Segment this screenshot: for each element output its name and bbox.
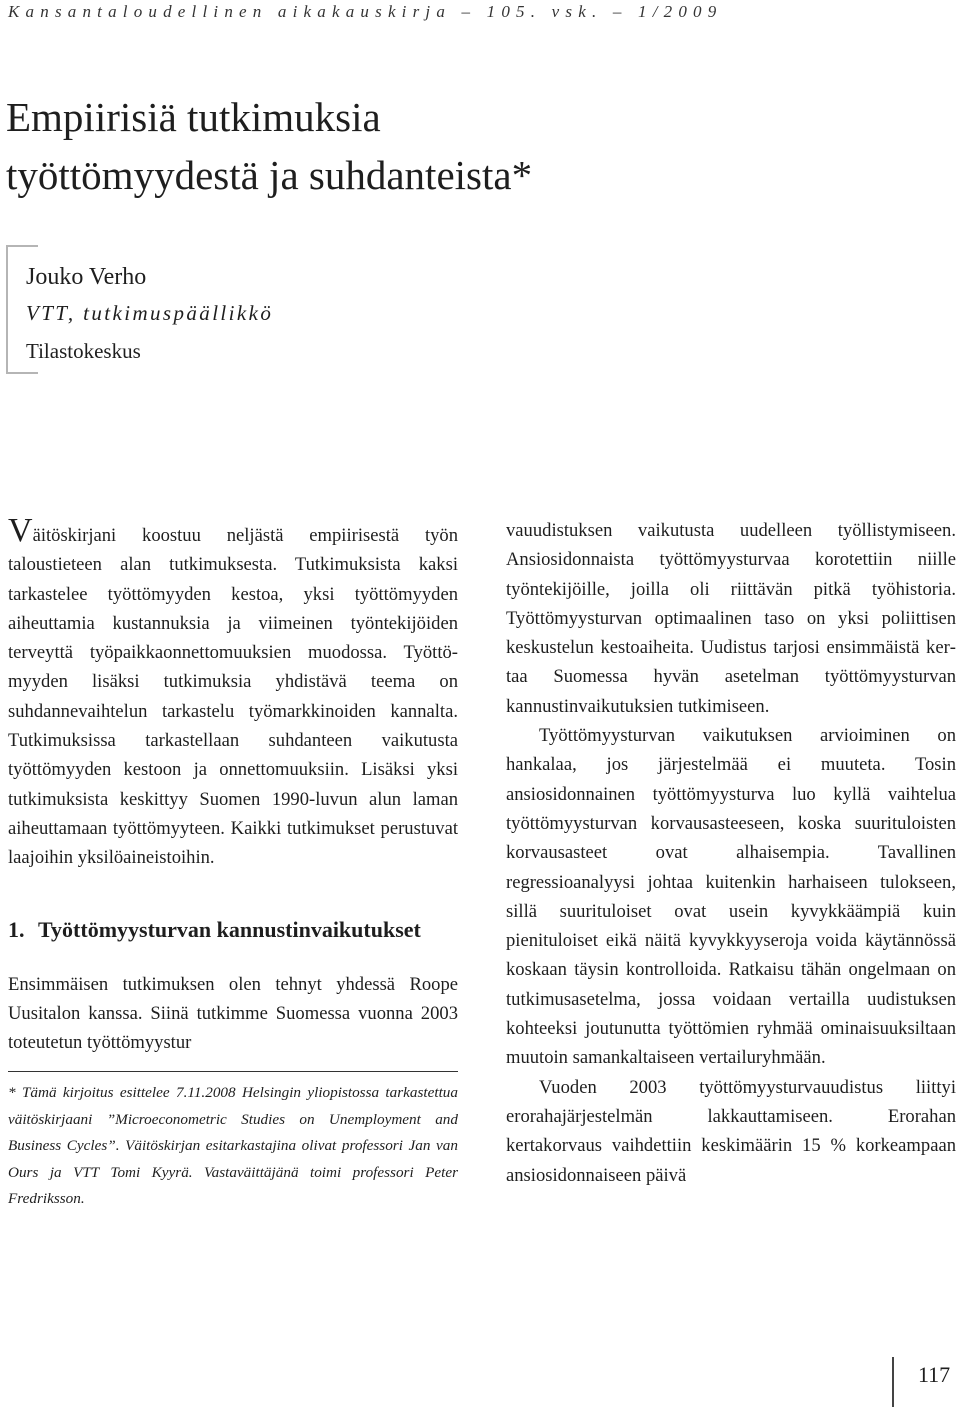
body-paragraph-2: Työttömyysturvan vaikutuksen arvioiminen on hankalaa, jos järjestelmää ei muuteta. Tosin ansiosidonnainen työttömyysturva luo kyllä vaihtelua työttömyysturvan korvausasteeseen, koska suurituloisten korvausasteet ovat alhaisempia. Tavallinen regressioanalyysi johtaa kuitenkin harhaiseen tulokseen, sillä suurituloiset ovat usein kyvykkäämpiä kuin pienituloiset eikä näitä kyvykkyyseroja voida käytännössä koskaan täysin kontrolloida. Ratkaisu tähän ongelmaan on tutkimusasetelma, jossa voidaan vertailla uudistuksen kohteeksi joutunutta työttömien ryhmää ominaisuuksiltaan muutoin samankaltaiseen vertailuryhmään.: [506, 725, 956, 1069]
author-role: VTT, tutkimuspäällikkö: [26, 301, 274, 325]
author-organization: Tilastokeskus: [26, 339, 141, 363]
author-name: Jouko Verho: [26, 264, 147, 290]
footnote: * Tämä kirjoitus esittelee 7.11.2008 Helsingin yliopistossa tarkastettua väitöskirjaani ”Microeconometric Studies on Unemployment and Business Cycles”. Väitöskirjan esitarkastajina olivat professori Jan van Ours ja VTT Tomi Kyyrä. Vastaväittäjänä toimi professori Peter Fredriksson.: [8, 1084, 458, 1208]
footnote-divider: [8, 1071, 458, 1072]
author-block: [26, 260, 273, 370]
section-heading: [8, 915, 458, 944]
abstract-paragraph: Väitöskirjani koostuu neljästä empiirisestä työn taloustieteen alan tutkimuksesta. Tutkimuksista kaksi tarkastelee työttömyyden kestoa, yksi työttömyyden aiheuttamia kustannuksia ja viimeinen työntekijöiden terveyttä työpaikkaonnettomuuksien muodossa. Työttömyyden lisäksi tutkimuksia yhdistävä teema on suhdannevaihtelun tarkastelu työmarkkinoiden kannalta. Tutkimuksissa tarkastellaan suhdanteen vaikutusta työttömyyden kestoon ja onnettomuuksiin. Lisäksi yksi tutkimuksista keskittyy Suomen 1990-luvun alun laman aiheuttamaan työttömyyteen. Kaikki tutkimukset perustuvat laajoihin yksilöaineistoihin.: [8, 512, 458, 869]
journal-header: Kansantaloudellinen aikakauskirja – 105. vsk. – 1/2009: [8, 2, 723, 21]
article-title: [6, 88, 906, 204]
title-line-1: Empiirisiä tutkimuksia: [6, 94, 381, 140]
page-number: 117: [918, 1362, 951, 1387]
left-column: [8, 512, 458, 1212]
page-number-rule: [892, 1357, 894, 1407]
section-title: Työttömyysturvan kannustinvaikutukset: [38, 916, 421, 942]
title-line-2: työttömyydestä ja suhdanteista*: [6, 152, 533, 198]
right-column: [506, 516, 956, 1190]
section-number: 1.: [8, 916, 25, 942]
body-paragraph-continued: vauudistuksen vaikutusta uudelleen työllistymiseen. Ansiosidonnaista työttömyysturvaa korotettiin niille työntekijöille, joilla oli riittävän pitkä työhistoria. Työttömyysturvan optimaalinen taso on yksi poliittisen keskustelun kestoaiheita. Uudistus tarjosi ensimmäistä kertaa Suomessa hyvän asetelman työttömyysturvan kannustinvaikutuksien tutkimiseen.: [506, 520, 956, 717]
body-paragraph: Ensimmäisen tutkimuksen olen tehnyt yhdessä Roope Uusitalon kanssa. Siinä tutkimme Suomessa vuonna 2003 toteutetun työttömyystur: [8, 973, 458, 1054]
body-paragraph-3: Vuoden 2003 työttömyysturvauudistus liittyi erorahajärjestelmän lakkauttamiseen. Erorahan kertakorvaus vaihdettiin keskimäärin 15 % korkeampaan ansiosidonnaiseen päivä: [506, 1076, 956, 1186]
